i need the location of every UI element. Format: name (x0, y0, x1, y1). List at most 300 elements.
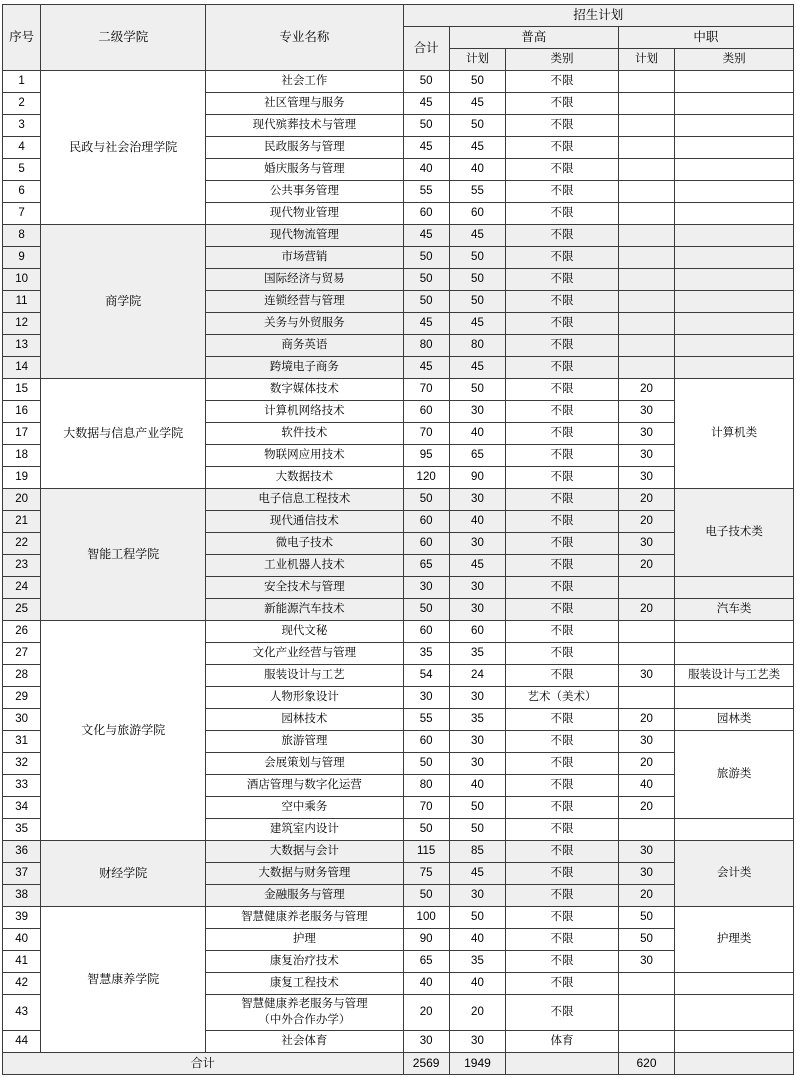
header-total: 合计 (403, 27, 449, 71)
major-name: 电子信息工程技术 (206, 489, 403, 511)
major-name: 文化产业经营与管理 (206, 643, 403, 665)
general-plan: 30 (449, 753, 505, 775)
table-footer (3, 1053, 794, 1075)
general-plan: 50 (449, 291, 505, 313)
total-plan: 70 (403, 379, 449, 401)
table-row (3, 621, 794, 643)
total-plan: 60 (403, 533, 449, 555)
major-name: 社会工作 (206, 71, 403, 93)
general-plan: 50 (449, 269, 505, 291)
vocational-plan (618, 247, 674, 269)
total-plan: 80 (403, 775, 449, 797)
major-name: 旅游管理 (206, 731, 403, 753)
vocational-category (675, 643, 794, 665)
general-plan: 50 (449, 71, 505, 93)
header-admission-plan: 招生计划 (403, 5, 794, 27)
vocational-plan (618, 93, 674, 115)
major-name: 民政服务与管理 (206, 137, 403, 159)
general-plan: 30 (449, 731, 505, 753)
general-plan: 40 (449, 929, 505, 951)
row-seq: 14 (3, 357, 41, 379)
major-name: 会展策划与管理 (206, 753, 403, 775)
major-name: 社会体育 (206, 1031, 403, 1053)
row-seq: 17 (3, 423, 41, 445)
major-name: 大数据与财务管理 (206, 863, 403, 885)
general-category: 不限 (506, 379, 619, 401)
row-seq: 40 (3, 929, 41, 951)
major-name: 社区管理与服务 (206, 93, 403, 115)
general-plan: 65 (449, 445, 505, 467)
row-seq: 28 (3, 665, 41, 687)
row-seq: 18 (3, 445, 41, 467)
header-major: 专业名称 (206, 5, 403, 71)
general-category: 不限 (506, 137, 619, 159)
vocational-plan (618, 115, 674, 137)
vocational-plan: 20 (618, 709, 674, 731)
major-name: 智慧健康养老服务与管理 (206, 907, 403, 929)
vocational-plan: 30 (618, 665, 674, 687)
vocational-category: 计算机类 (675, 379, 794, 489)
total-plan: 115 (403, 841, 449, 863)
general-plan: 20 (449, 995, 505, 1031)
vocational-category (675, 335, 794, 357)
total-plan: 120 (403, 467, 449, 489)
general-plan: 35 (449, 951, 505, 973)
vocational-plan (618, 71, 674, 93)
general-category: 不限 (506, 973, 619, 995)
total-plan: 70 (403, 797, 449, 819)
row-seq: 30 (3, 709, 41, 731)
major-name: 婚庆服务与管理 (206, 159, 403, 181)
major-name: 现代物流管理 (206, 225, 403, 247)
vocational-plan: 20 (618, 379, 674, 401)
general-plan: 40 (449, 423, 505, 445)
general-plan: 30 (449, 533, 505, 555)
general-category: 不限 (506, 797, 619, 819)
vocational-plan: 20 (618, 599, 674, 621)
total-plan: 55 (403, 181, 449, 203)
vocational-category (675, 247, 794, 269)
vocational-plan (618, 357, 674, 379)
major-name: 大数据技术 (206, 467, 403, 489)
major-name: 公共事务管理 (206, 181, 403, 203)
total-plan: 30 (403, 687, 449, 709)
major-name: 计算机网络技术 (206, 401, 403, 423)
vocational-plan (618, 687, 674, 709)
general-category: 不限 (506, 511, 619, 533)
vocational-plan (618, 269, 674, 291)
vocational-plan (618, 291, 674, 313)
footer-general-category (506, 1053, 619, 1075)
general-plan: 30 (449, 577, 505, 599)
general-plan: 45 (449, 93, 505, 115)
header-general-plan: 计划 (449, 49, 505, 71)
table-row (3, 379, 794, 401)
total-plan: 40 (403, 159, 449, 181)
major-name: 软件技术 (206, 423, 403, 445)
row-seq: 19 (3, 467, 41, 489)
general-category: 不限 (506, 621, 619, 643)
vocational-plan: 20 (618, 555, 674, 577)
general-category: 不限 (506, 335, 619, 357)
table-header (3, 5, 794, 71)
vocational-category: 电子技术类 (675, 489, 794, 577)
total-plan: 60 (403, 731, 449, 753)
vocational-plan (618, 203, 674, 225)
vocational-plan (618, 225, 674, 247)
vocational-plan: 20 (618, 885, 674, 907)
general-category: 不限 (506, 445, 619, 467)
row-seq: 37 (3, 863, 41, 885)
college-name: 文化与旅游学院 (41, 621, 206, 841)
row-seq: 24 (3, 577, 41, 599)
total-plan: 30 (403, 1031, 449, 1053)
general-category: 不限 (506, 951, 619, 973)
total-plan: 55 (403, 709, 449, 731)
total-plan: 45 (403, 225, 449, 247)
vocational-category (675, 291, 794, 313)
row-seq: 27 (3, 643, 41, 665)
major-name: 酒店管理与数字化运营 (206, 775, 403, 797)
vocational-plan (618, 973, 674, 995)
row-seq: 6 (3, 181, 41, 203)
major-name: 大数据与会计 (206, 841, 403, 863)
total-plan: 50 (403, 819, 449, 841)
general-category: 不限 (506, 731, 619, 753)
major-name: 空中乘务 (206, 797, 403, 819)
total-plan: 60 (403, 511, 449, 533)
row-seq: 9 (3, 247, 41, 269)
vocational-plan: 20 (618, 753, 674, 775)
vocational-plan: 30 (618, 467, 674, 489)
major-name: 护理 (206, 929, 403, 951)
general-category: 不限 (506, 423, 619, 445)
general-category: 不限 (506, 93, 619, 115)
table-row (3, 225, 794, 247)
header-general: 普高 (449, 27, 618, 49)
general-plan: 45 (449, 555, 505, 577)
row-seq: 4 (3, 137, 41, 159)
header-vocational: 中职 (618, 27, 793, 49)
row-seq: 31 (3, 731, 41, 753)
vocational-plan: 30 (618, 731, 674, 753)
general-plan: 50 (449, 907, 505, 929)
footer-label: 合计 (3, 1053, 404, 1075)
row-seq: 36 (3, 841, 41, 863)
vocational-category (675, 93, 794, 115)
general-plan: 30 (449, 687, 505, 709)
major-name: 金融服务与管理 (206, 885, 403, 907)
admission-plan-table (2, 4, 794, 1075)
vocational-category (675, 577, 794, 599)
major-name: 现代通信技术 (206, 511, 403, 533)
general-category: 不限 (506, 995, 619, 1031)
row-seq: 16 (3, 401, 41, 423)
major-name: 现代物业管理 (206, 203, 403, 225)
general-plan: 55 (449, 181, 505, 203)
general-category: 不限 (506, 533, 619, 555)
general-category: 不限 (506, 885, 619, 907)
total-plan: 100 (403, 907, 449, 929)
major-name: 市场营销 (206, 247, 403, 269)
vocational-plan: 30 (618, 423, 674, 445)
vocational-plan (618, 313, 674, 335)
general-plan: 45 (449, 863, 505, 885)
total-plan: 40 (403, 973, 449, 995)
general-plan: 35 (449, 709, 505, 731)
vocational-plan: 20 (618, 489, 674, 511)
row-seq: 33 (3, 775, 41, 797)
major-name: 园林技术 (206, 709, 403, 731)
total-plan: 50 (403, 71, 449, 93)
major-name: 物联网应用技术 (206, 445, 403, 467)
row-seq: 25 (3, 599, 41, 621)
vocational-category: 园林类 (675, 709, 794, 731)
vocational-category (675, 159, 794, 181)
total-plan: 90 (403, 929, 449, 951)
vocational-plan: 30 (618, 445, 674, 467)
college-name: 财经学院 (41, 841, 206, 907)
general-plan: 30 (449, 489, 505, 511)
vocational-category (675, 1031, 794, 1053)
vocational-plan (618, 1031, 674, 1053)
general-plan: 80 (449, 335, 505, 357)
vocational-category (675, 137, 794, 159)
total-plan: 50 (403, 247, 449, 269)
general-category: 不限 (506, 929, 619, 951)
major-name: 新能源汽车技术 (206, 599, 403, 621)
general-category: 不限 (506, 225, 619, 247)
vocational-plan (618, 181, 674, 203)
row-seq: 7 (3, 203, 41, 225)
college-name: 民政与社会治理学院 (41, 71, 206, 225)
general-plan: 40 (449, 511, 505, 533)
general-plan: 40 (449, 775, 505, 797)
row-seq: 2 (3, 93, 41, 115)
general-plan: 30 (449, 401, 505, 423)
total-plan: 65 (403, 555, 449, 577)
total-plan: 50 (403, 489, 449, 511)
general-plan: 45 (449, 357, 505, 379)
general-category: 不限 (506, 599, 619, 621)
row-seq: 20 (3, 489, 41, 511)
total-plan: 80 (403, 335, 449, 357)
total-plan: 50 (403, 269, 449, 291)
total-plan: 95 (403, 445, 449, 467)
general-category: 不限 (506, 159, 619, 181)
row-seq: 13 (3, 335, 41, 357)
vocational-plan: 50 (618, 907, 674, 929)
total-plan: 60 (403, 203, 449, 225)
major-name: 数字媒体技术 (206, 379, 403, 401)
general-category: 不限 (506, 291, 619, 313)
vocational-plan (618, 335, 674, 357)
total-plan: 45 (403, 313, 449, 335)
footer-vocational-category (675, 1053, 794, 1075)
table-row (3, 907, 794, 929)
table-row (3, 71, 794, 93)
general-plan: 90 (449, 467, 505, 489)
row-seq: 21 (3, 511, 41, 533)
header-vocational-plan: 计划 (618, 49, 674, 71)
row-seq: 12 (3, 313, 41, 335)
general-category: 不限 (506, 577, 619, 599)
general-category: 不限 (506, 467, 619, 489)
general-plan: 50 (449, 247, 505, 269)
major-name: 现代殡葬技术与管理 (206, 115, 403, 137)
major-name: 国际经济与贸易 (206, 269, 403, 291)
vocational-plan: 50 (618, 929, 674, 951)
vocational-category (675, 973, 794, 995)
vocational-plan (618, 643, 674, 665)
general-category: 不限 (506, 181, 619, 203)
row-seq: 15 (3, 379, 41, 401)
vocational-category: 护理类 (675, 907, 794, 973)
general-category: 不限 (506, 753, 619, 775)
vocational-plan: 30 (618, 863, 674, 885)
general-plan: 50 (449, 797, 505, 819)
general-category: 不限 (506, 489, 619, 511)
major-name: 微电子技术 (206, 533, 403, 555)
row-seq: 29 (3, 687, 41, 709)
vocational-category: 汽车类 (675, 599, 794, 621)
major-name: 安全技术与管理 (206, 577, 403, 599)
major-name: 人物形象设计 (206, 687, 403, 709)
vocational-plan (618, 621, 674, 643)
vocational-plan: 30 (618, 951, 674, 973)
header-row-1 (3, 5, 794, 27)
vocational-plan (618, 159, 674, 181)
vocational-category (675, 181, 794, 203)
general-category: 不限 (506, 115, 619, 137)
row-seq: 8 (3, 225, 41, 247)
row-seq: 34 (3, 797, 41, 819)
general-category: 不限 (506, 247, 619, 269)
vocational-category (675, 269, 794, 291)
total-plan: 50 (403, 599, 449, 621)
general-plan: 30 (449, 1031, 505, 1053)
vocational-category (675, 71, 794, 93)
general-category: 不限 (506, 313, 619, 335)
row-seq: 3 (3, 115, 41, 137)
header-seq: 序号 (3, 5, 41, 71)
row-seq: 44 (3, 1031, 41, 1053)
vocational-plan: 30 (618, 401, 674, 423)
footer-general-plan: 1949 (449, 1053, 505, 1075)
general-category: 不限 (506, 643, 619, 665)
row-seq: 43 (3, 995, 41, 1031)
vocational-category (675, 203, 794, 225)
footer-vocational-plan: 620 (618, 1053, 674, 1075)
major-name: 服装设计与工艺 (206, 665, 403, 687)
general-plan: 40 (449, 159, 505, 181)
major-name: 康复治疗技术 (206, 951, 403, 973)
total-plan: 50 (403, 753, 449, 775)
vocational-category (675, 357, 794, 379)
row-seq: 5 (3, 159, 41, 181)
vocational-plan (618, 819, 674, 841)
total-plan: 20 (403, 995, 449, 1031)
row-seq: 39 (3, 907, 41, 929)
total-plan: 50 (403, 885, 449, 907)
table-row (3, 841, 794, 863)
total-plan: 54 (403, 665, 449, 687)
row-seq: 11 (3, 291, 41, 313)
general-category: 不限 (506, 841, 619, 863)
general-plan: 50 (449, 819, 505, 841)
general-plan: 45 (449, 313, 505, 335)
general-category: 体育 (506, 1031, 619, 1053)
footer-total: 2569 (403, 1053, 449, 1075)
total-plan: 30 (403, 577, 449, 599)
general-category: 不限 (506, 269, 619, 291)
college-name: 商学院 (41, 225, 206, 379)
vocational-category: 服装设计与工艺类 (675, 665, 794, 687)
header-vocational-category: 类别 (675, 49, 794, 71)
major-name: 商务英语 (206, 335, 403, 357)
total-plan: 60 (403, 621, 449, 643)
total-plan: 70 (403, 423, 449, 445)
college-name: 智能工程学院 (41, 489, 206, 621)
general-plan: 85 (449, 841, 505, 863)
general-category: 不限 (506, 71, 619, 93)
row-seq: 22 (3, 533, 41, 555)
row-seq: 23 (3, 555, 41, 577)
total-plan: 50 (403, 115, 449, 137)
total-plan: 45 (403, 357, 449, 379)
total-plan: 45 (403, 93, 449, 115)
major-name: 现代文秘 (206, 621, 403, 643)
major-name: 跨境电子商务 (206, 357, 403, 379)
general-plan: 24 (449, 665, 505, 687)
college-name: 智慧康养学院 (41, 907, 206, 1053)
vocational-category (675, 115, 794, 137)
general-category: 不限 (506, 907, 619, 929)
general-plan: 50 (449, 379, 505, 401)
general-plan: 60 (449, 621, 505, 643)
general-plan: 45 (449, 137, 505, 159)
row-seq: 42 (3, 973, 41, 995)
general-category: 不限 (506, 863, 619, 885)
total-plan: 75 (403, 863, 449, 885)
general-plan: 40 (449, 973, 505, 995)
major-name: 康复工程技术 (206, 973, 403, 995)
vocational-category: 会计类 (675, 841, 794, 907)
total-plan: 65 (403, 951, 449, 973)
row-seq: 26 (3, 621, 41, 643)
total-plan: 50 (403, 291, 449, 313)
general-category: 不限 (506, 203, 619, 225)
row-seq: 35 (3, 819, 41, 841)
vocational-category (675, 687, 794, 709)
general-category: 不限 (506, 555, 619, 577)
vocational-plan: 40 (618, 775, 674, 797)
vocational-plan: 30 (618, 533, 674, 555)
major-name: 智慧健康养老服务与管理 （中外合作办学） (206, 995, 403, 1031)
general-plan: 30 (449, 885, 505, 907)
general-category: 不限 (506, 709, 619, 731)
vocational-plan: 20 (618, 511, 674, 533)
vocational-category (675, 621, 794, 643)
major-name: 工业机器人技术 (206, 555, 403, 577)
general-category: 不限 (506, 665, 619, 687)
general-category: 艺术（美术） (506, 687, 619, 709)
general-category: 不限 (506, 357, 619, 379)
general-category: 不限 (506, 401, 619, 423)
row-seq: 38 (3, 885, 41, 907)
major-name: 关务与外贸服务 (206, 313, 403, 335)
total-plan: 35 (403, 643, 449, 665)
